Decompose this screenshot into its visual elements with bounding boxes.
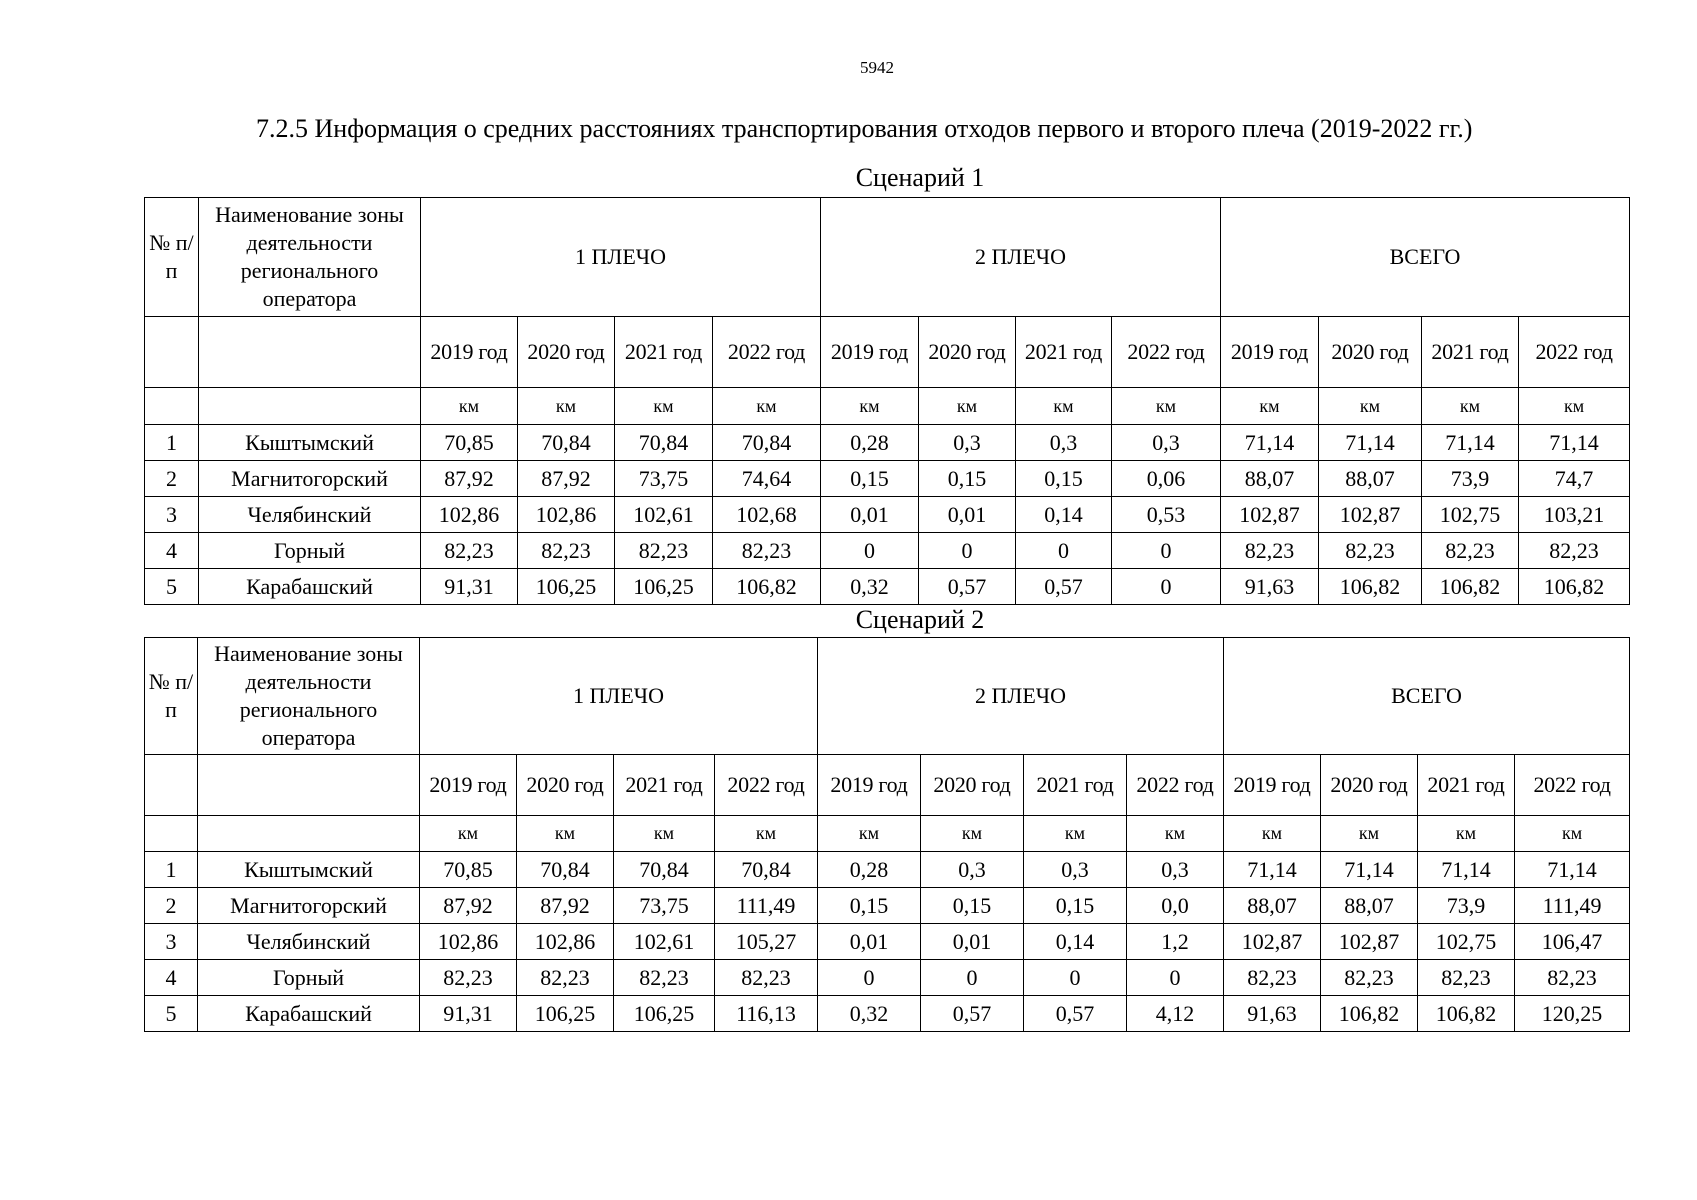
value-cell: 71,14 [1221, 425, 1319, 461]
value-cell: 87,92 [420, 888, 517, 924]
unit-label: км [821, 388, 919, 425]
value-cell: 91,31 [420, 996, 517, 1032]
value-cell: 71,14 [1422, 425, 1519, 461]
zone-name: Челябинский [198, 924, 420, 960]
row-number: 2 [145, 461, 199, 497]
unit-label: км [421, 388, 518, 425]
year-header: 2020 год [1321, 755, 1418, 816]
value-cell: 88,07 [1224, 888, 1321, 924]
value-cell: 74,64 [713, 461, 821, 497]
empty-cell [198, 816, 420, 852]
table-row [145, 960, 1630, 996]
value-cell: 106,82 [1422, 569, 1519, 605]
zone-name: Карабашский [198, 996, 420, 1032]
column-group-header-1: 1 ПЛЕЧО [420, 638, 818, 755]
value-cell: 0,3 [1016, 425, 1112, 461]
value-cell: 82,23 [518, 533, 615, 569]
value-cell: 82,23 [1224, 960, 1321, 996]
year-header: 2022 год [1127, 755, 1224, 816]
table-row [145, 888, 1630, 924]
header-row [145, 638, 1630, 755]
value-cell: 0 [921, 960, 1024, 996]
value-cell: 70,84 [517, 852, 614, 888]
value-cell: 0,01 [821, 497, 919, 533]
unit-label: км [921, 816, 1024, 852]
value-cell: 102,61 [614, 924, 715, 960]
year-header: 2022 год [1519, 317, 1630, 388]
year-header: 2022 год [715, 755, 818, 816]
column-header-number: № п/п [145, 198, 199, 317]
value-cell: 0,57 [1016, 569, 1112, 605]
value-cell: 102,86 [420, 924, 517, 960]
value-cell: 73,9 [1422, 461, 1519, 497]
year-header: 2021 год [614, 755, 715, 816]
empty-cell [145, 388, 199, 425]
value-cell: 0,0 [1127, 888, 1224, 924]
value-cell: 0,53 [1112, 497, 1221, 533]
value-cell: 0,28 [821, 425, 919, 461]
value-cell: 71,14 [1519, 425, 1630, 461]
value-cell: 106,25 [614, 996, 715, 1032]
value-cell: 88,07 [1321, 888, 1418, 924]
value-cell: 70,84 [614, 852, 715, 888]
zone-name: Магнитогорский [199, 461, 421, 497]
column-group-header-3: ВСЕГО [1221, 198, 1630, 317]
zone-name: Кыштымский [199, 425, 421, 461]
value-cell: 0 [1016, 533, 1112, 569]
year-header: 2020 год [518, 317, 615, 388]
table-row [145, 461, 1630, 497]
unit-label: км [1418, 816, 1515, 852]
value-cell: 106,25 [518, 569, 615, 605]
value-cell: 0,15 [921, 888, 1024, 924]
value-cell: 82,23 [421, 533, 518, 569]
column-header-zone: Наименование зоны деятельности регионального оператора [199, 198, 421, 317]
value-cell: 102,68 [713, 497, 821, 533]
unit-label: км [1422, 388, 1519, 425]
value-cell: 73,9 [1418, 888, 1515, 924]
value-cell: 0,14 [1016, 497, 1112, 533]
value-cell: 71,14 [1321, 852, 1418, 888]
distance-table-scenario-2 [144, 637, 1630, 1032]
value-cell: 0,3 [1127, 852, 1224, 888]
row-number: 4 [145, 533, 199, 569]
value-cell: 111,49 [1515, 888, 1630, 924]
value-cell: 91,31 [421, 569, 518, 605]
row-number: 5 [145, 569, 199, 605]
value-cell: 0,01 [818, 924, 921, 960]
row-number: 1 [145, 852, 198, 888]
document-title: 7.2.5 Информация о средних расстояниях транспортирования отходов первого и второго плеча (2019-2022 гг.) [256, 114, 1473, 143]
unit-label: км [517, 816, 614, 852]
row-number: 3 [145, 924, 198, 960]
empty-cell [145, 816, 198, 852]
year-header: 2019 год [421, 317, 518, 388]
unit-label: км [715, 816, 818, 852]
value-cell: 103,21 [1519, 497, 1630, 533]
value-cell: 116,13 [715, 996, 818, 1032]
column-group-header-2: 2 ПЛЕЧО [818, 638, 1224, 755]
value-cell: 82,23 [1319, 533, 1422, 569]
value-cell: 87,92 [517, 888, 614, 924]
unit-label: км [615, 388, 713, 425]
value-cell: 0,15 [818, 888, 921, 924]
unit-label: км [614, 816, 715, 852]
unit-row [145, 388, 1630, 425]
zone-name: Горный [198, 960, 420, 996]
unit-label: км [1224, 816, 1321, 852]
value-cell: 102,75 [1422, 497, 1519, 533]
year-header: 2022 год [713, 317, 821, 388]
value-cell: 102,86 [517, 924, 614, 960]
value-cell: 0,06 [1112, 461, 1221, 497]
year-header: 2021 год [1418, 755, 1515, 816]
value-cell: 0,3 [1112, 425, 1221, 461]
value-cell: 71,14 [1224, 852, 1321, 888]
unit-label: км [1519, 388, 1630, 425]
value-cell: 0,3 [1024, 852, 1127, 888]
year-header: 2022 год [1515, 755, 1630, 816]
value-cell: 1,2 [1127, 924, 1224, 960]
value-cell: 102,75 [1418, 924, 1515, 960]
year-header: 2019 год [818, 755, 921, 816]
unit-label: км [1221, 388, 1319, 425]
value-cell: 106,25 [517, 996, 614, 1032]
year-header: 2020 год [517, 755, 614, 816]
value-cell: 71,14 [1319, 425, 1422, 461]
value-cell: 4,12 [1127, 996, 1224, 1032]
value-cell: 82,23 [713, 533, 821, 569]
table-row [145, 924, 1630, 960]
unit-label: км [420, 816, 517, 852]
table-row [145, 425, 1630, 461]
value-cell: 70,84 [713, 425, 821, 461]
value-cell: 0,3 [919, 425, 1016, 461]
unit-row [145, 816, 1630, 852]
value-cell: 0,32 [821, 569, 919, 605]
value-cell: 87,92 [421, 461, 518, 497]
value-cell: 120,25 [1515, 996, 1630, 1032]
unit-label: км [1024, 816, 1127, 852]
value-cell: 0,15 [821, 461, 919, 497]
value-cell: 0,32 [818, 996, 921, 1032]
value-cell: 0,57 [1024, 996, 1127, 1032]
value-cell: 70,85 [420, 852, 517, 888]
year-header: 2020 год [921, 755, 1024, 816]
value-cell: 82,23 [1418, 960, 1515, 996]
unit-label: км [1515, 816, 1630, 852]
table-row [145, 996, 1630, 1032]
value-cell: 106,25 [615, 569, 713, 605]
year-header: 2019 год [1224, 755, 1321, 816]
unit-label: км [1016, 388, 1112, 425]
year-header: 2019 год [1221, 317, 1319, 388]
table-row [145, 497, 1630, 533]
value-cell: 102,87 [1224, 924, 1321, 960]
value-cell: 0,15 [919, 461, 1016, 497]
value-cell: 0,01 [921, 924, 1024, 960]
value-cell: 106,82 [1321, 996, 1418, 1032]
value-cell: 0,57 [919, 569, 1016, 605]
value-cell: 0,28 [818, 852, 921, 888]
table-row [145, 852, 1630, 888]
zone-name: Кыштымский [198, 852, 420, 888]
value-cell: 82,23 [1422, 533, 1519, 569]
value-cell: 82,23 [1519, 533, 1630, 569]
unit-label: км [1319, 388, 1422, 425]
value-cell: 0,15 [1024, 888, 1127, 924]
empty-cell [199, 317, 421, 388]
page-number: 5942 [860, 58, 894, 77]
empty-cell [145, 317, 199, 388]
unit-label: км [713, 388, 821, 425]
row-number: 2 [145, 888, 198, 924]
value-cell: 91,63 [1221, 569, 1319, 605]
value-cell: 0 [818, 960, 921, 996]
distance-table-scenario-1 [144, 197, 1630, 605]
value-cell: 106,82 [713, 569, 821, 605]
value-cell: 0 [1024, 960, 1127, 996]
value-cell: 88,07 [1221, 461, 1319, 497]
row-number: 5 [145, 996, 198, 1032]
value-cell: 73,75 [615, 461, 713, 497]
unit-label: км [818, 816, 921, 852]
value-cell: 0,14 [1024, 924, 1127, 960]
value-cell: 0,15 [1016, 461, 1112, 497]
value-cell: 0 [1112, 569, 1221, 605]
value-cell: 0 [919, 533, 1016, 569]
value-cell: 0,01 [919, 497, 1016, 533]
value-cell: 102,86 [421, 497, 518, 533]
column-header-number: № п/п [145, 638, 198, 755]
value-cell: 102,87 [1321, 924, 1418, 960]
value-cell: 82,23 [1321, 960, 1418, 996]
unit-label: км [518, 388, 615, 425]
value-cell: 82,23 [1515, 960, 1630, 996]
value-cell: 106,82 [1418, 996, 1515, 1032]
header-row [145, 198, 1630, 317]
scenario-caption: Сценарий 1 [855, 163, 985, 192]
value-cell: 71,14 [1515, 852, 1630, 888]
value-cell: 111,49 [715, 888, 818, 924]
unit-label: км [1127, 816, 1224, 852]
unit-label: км [1321, 816, 1418, 852]
value-cell: 74,7 [1519, 461, 1630, 497]
year-header: 2020 год [919, 317, 1016, 388]
empty-cell [199, 388, 421, 425]
year-header: 2021 год [1422, 317, 1519, 388]
value-cell: 82,23 [1221, 533, 1319, 569]
value-cell: 106,47 [1515, 924, 1630, 960]
value-cell: 102,86 [518, 497, 615, 533]
empty-cell [145, 755, 198, 816]
unit-label: км [1112, 388, 1221, 425]
year-header: 2022 год [1112, 317, 1221, 388]
zone-name: Челябинский [199, 497, 421, 533]
value-cell: 0 [1112, 533, 1221, 569]
value-cell: 82,23 [615, 533, 713, 569]
value-cell: 0 [821, 533, 919, 569]
value-cell: 102,87 [1319, 497, 1422, 533]
year-header: 2019 год [821, 317, 919, 388]
year-row [145, 755, 1630, 816]
column-group-header-2: 2 ПЛЕЧО [821, 198, 1221, 317]
year-header: 2020 год [1319, 317, 1422, 388]
value-cell: 0,3 [921, 852, 1024, 888]
year-header: 2021 год [1024, 755, 1127, 816]
value-cell: 88,07 [1319, 461, 1422, 497]
value-cell: 87,92 [518, 461, 615, 497]
value-cell: 82,23 [420, 960, 517, 996]
table-row [145, 569, 1630, 605]
scenario-caption: Сценарий 2 [855, 605, 985, 634]
value-cell: 82,23 [614, 960, 715, 996]
value-cell: 70,85 [421, 425, 518, 461]
value-cell: 82,23 [715, 960, 818, 996]
value-cell: 0,57 [921, 996, 1024, 1032]
value-cell: 106,82 [1319, 569, 1422, 605]
value-cell: 70,84 [715, 852, 818, 888]
row-number: 4 [145, 960, 198, 996]
table-row [145, 533, 1630, 569]
column-group-header-3: ВСЕГО [1224, 638, 1630, 755]
value-cell: 82,23 [517, 960, 614, 996]
value-cell: 102,61 [615, 497, 713, 533]
value-cell: 70,84 [518, 425, 615, 461]
value-cell: 73,75 [614, 888, 715, 924]
unit-label: км [919, 388, 1016, 425]
year-header: 2021 год [615, 317, 713, 388]
value-cell: 102,87 [1221, 497, 1319, 533]
row-number: 3 [145, 497, 199, 533]
year-header: 2021 год [1016, 317, 1112, 388]
year-row [145, 317, 1630, 388]
value-cell: 71,14 [1418, 852, 1515, 888]
value-cell: 106,82 [1519, 569, 1630, 605]
value-cell: 70,84 [615, 425, 713, 461]
zone-name: Горный [199, 533, 421, 569]
zone-name: Карабашский [199, 569, 421, 605]
empty-cell [198, 755, 420, 816]
value-cell: 0 [1127, 960, 1224, 996]
zone-name: Магнитогорский [198, 888, 420, 924]
row-number: 1 [145, 425, 199, 461]
column-group-header-1: 1 ПЛЕЧО [421, 198, 821, 317]
value-cell: 105,27 [715, 924, 818, 960]
year-header: 2019 год [420, 755, 517, 816]
value-cell: 91,63 [1224, 996, 1321, 1032]
column-header-zone: Наименование зоны деятельности регионального оператора [198, 638, 420, 755]
